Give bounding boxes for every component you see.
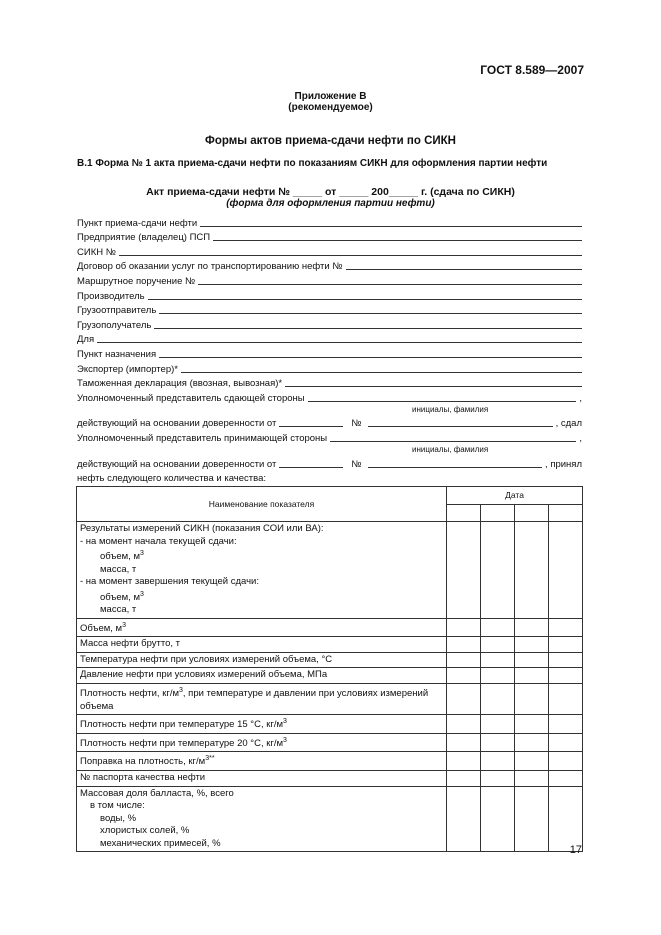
indicator-text: - на момент начала текущей сдачи: bbox=[80, 535, 237, 547]
form-field-line[interactable] bbox=[285, 377, 582, 387]
indicator-line bbox=[80, 669, 443, 682]
indicator-line bbox=[80, 654, 443, 667]
indicator-cell bbox=[77, 715, 447, 734]
value-cell[interactable] bbox=[447, 771, 481, 787]
indicator-cell bbox=[77, 683, 447, 714]
sender-representative-row: Уполномоченный представитель сдающей стороны , bbox=[77, 392, 582, 404]
value-cell[interactable] bbox=[515, 668, 549, 684]
form-field-label: Грузоотправитель bbox=[77, 305, 157, 317]
indicator-line bbox=[80, 772, 443, 785]
receiver-proxy-date-line[interactable] bbox=[279, 458, 343, 468]
value-cell[interactable] bbox=[549, 668, 583, 684]
table-row bbox=[77, 618, 583, 637]
receiver-representative-line[interactable] bbox=[330, 432, 576, 442]
form-field-row bbox=[77, 214, 582, 229]
table-row bbox=[77, 733, 583, 752]
date-column-1[interactable] bbox=[447, 504, 481, 522]
indicator-text: масса, т bbox=[100, 604, 137, 616]
table-row bbox=[77, 771, 583, 787]
sender-number-label: № bbox=[351, 418, 362, 430]
indicator-line bbox=[80, 523, 443, 536]
form-field-label: Грузополучатель bbox=[77, 319, 152, 331]
indicator-text: Масса нефти брутто, т bbox=[80, 638, 181, 650]
act-subtitle: (форма для оформления партии нефти) bbox=[226, 198, 435, 209]
value-cell[interactable] bbox=[481, 771, 515, 787]
receiver-representative-row: Уполномоченный представитель принимающей стороны , bbox=[77, 432, 582, 444]
indicator-line bbox=[80, 620, 443, 636]
act-fields bbox=[77, 214, 582, 484]
form-field-line[interactable] bbox=[154, 319, 582, 329]
indicator-superscript: 3 bbox=[283, 736, 287, 744]
indicator-text: объем, м bbox=[100, 551, 140, 563]
indicator-line bbox=[80, 800, 443, 813]
indicator-cell bbox=[77, 668, 447, 684]
indicator-text: Массовая доля балласта, %, всего bbox=[80, 787, 234, 799]
value-cell[interactable] bbox=[515, 771, 549, 787]
form-field-label: СИКН № bbox=[77, 246, 116, 258]
forms-title: Формы актов приема-сдачи нефти по СИКН bbox=[205, 135, 456, 147]
value-cell[interactable] bbox=[515, 715, 549, 734]
value-cell[interactable] bbox=[515, 652, 549, 668]
sender-representative-label: Уполномоченный представитель сдающей стороны bbox=[77, 392, 305, 404]
form-field-row bbox=[77, 345, 582, 360]
form-field-line[interactable] bbox=[97, 333, 582, 343]
form-field-line[interactable] bbox=[159, 348, 582, 358]
receiver-basis-row bbox=[77, 455, 582, 470]
quantity-quality-label: нефть следующего количества и качества: bbox=[77, 473, 267, 485]
form-field-label: Маршрутное поручение № bbox=[77, 275, 196, 287]
value-cell[interactable] bbox=[447, 618, 481, 637]
indicator-text: Поправка на плотность, кг/м bbox=[80, 756, 206, 768]
form-field-line[interactable] bbox=[198, 275, 582, 285]
indicator-cell bbox=[77, 733, 447, 752]
value-cell[interactable] bbox=[515, 637, 549, 653]
form-field-label: Пункт приема-сдачи нефти bbox=[77, 217, 198, 229]
form-field-row bbox=[77, 272, 582, 287]
table-row bbox=[77, 522, 583, 619]
indicator-superscript: 3 bbox=[283, 718, 287, 726]
indicator-cell bbox=[77, 752, 447, 771]
value-cell[interactable] bbox=[481, 752, 515, 771]
indicator-cell bbox=[77, 637, 447, 653]
indicator-text: № паспорта качества нефти bbox=[80, 772, 206, 784]
sender-basis-row bbox=[77, 415, 582, 430]
value-cell[interactable] bbox=[515, 683, 549, 714]
table-row bbox=[77, 683, 583, 714]
indicator-text: воды, % bbox=[100, 812, 137, 824]
indicator-text: масса, т bbox=[100, 563, 137, 575]
value-cell[interactable] bbox=[481, 522, 515, 619]
form-field-label: Договор об оказании услуг по транспортированию нефти № bbox=[77, 261, 343, 273]
indicator-text: хлористых солей, % bbox=[100, 825, 190, 837]
indicator-line bbox=[80, 753, 443, 769]
form-field-line[interactable] bbox=[159, 304, 582, 314]
indicator-line bbox=[80, 536, 443, 549]
indicator-text: Плотность нефти, кг/м bbox=[80, 688, 179, 700]
indicator-text: объем, м bbox=[100, 591, 140, 603]
indicator-text: Давление нефти при условиях измерений объема, МПа bbox=[80, 669, 328, 681]
indicator-cell bbox=[77, 771, 447, 787]
indicator-line bbox=[80, 604, 443, 617]
sender-initials-caption-row bbox=[77, 404, 582, 415]
appendix-title: Приложение В bbox=[294, 91, 367, 102]
sender-proxy-date-line[interactable] bbox=[279, 417, 343, 427]
form-field-label: Таможенная декларация (ввозная, вывозная)* bbox=[77, 378, 283, 390]
measurement-table bbox=[76, 486, 583, 852]
receiver-initials-caption: инициалы, фамилия bbox=[412, 444, 489, 454]
table-row bbox=[77, 786, 583, 852]
form-field-line[interactable] bbox=[181, 363, 582, 373]
indicator-text: в том числе: bbox=[90, 800, 145, 812]
value-cell[interactable] bbox=[481, 715, 515, 734]
indicator-superscript: 3 bbox=[139, 550, 144, 557]
date-column-3[interactable] bbox=[515, 504, 549, 522]
form-field-row bbox=[77, 316, 582, 331]
value-cell[interactable] bbox=[481, 683, 515, 714]
value-cell[interactable] bbox=[515, 522, 549, 619]
value-cell[interactable] bbox=[549, 522, 583, 619]
act-title: Акт приема-сдачи нефти № _____ от _____ 200_____ г. (сдача по СИКН) bbox=[146, 186, 515, 198]
value-cell[interactable] bbox=[549, 771, 583, 787]
indicator-text: Плотность нефти при температуре 15 °С, кг/м bbox=[80, 719, 284, 731]
indicator-name-header: Наименование показателя bbox=[77, 487, 447, 522]
handed-label: , сдал bbox=[555, 418, 582, 430]
form-field-label: Пункт назначения bbox=[77, 348, 157, 360]
table-header-row bbox=[77, 487, 583, 505]
form-field-row bbox=[77, 375, 582, 390]
form-field-line[interactable] bbox=[346, 260, 582, 270]
sender-representative-line[interactable] bbox=[308, 392, 577, 402]
form-field-label: Предприятие (владелец) ПСП bbox=[77, 232, 211, 244]
value-cell[interactable] bbox=[515, 618, 549, 637]
indicator-cell bbox=[77, 522, 447, 619]
form-field-line[interactable] bbox=[148, 290, 582, 300]
value-cell[interactable] bbox=[447, 522, 481, 619]
form-field-label: Для bbox=[77, 334, 95, 346]
received-label: , принял bbox=[545, 458, 582, 470]
form-field-line[interactable] bbox=[200, 217, 582, 227]
indicator-superscript: 3 bbox=[179, 686, 183, 694]
value-cell[interactable] bbox=[447, 652, 481, 668]
form-field-label: Производитель bbox=[77, 290, 145, 302]
indicator-superscript: 3 bbox=[139, 590, 144, 598]
table-row bbox=[77, 652, 583, 668]
indicator-line bbox=[80, 825, 443, 838]
form-field-row bbox=[77, 258, 582, 273]
form-field-line[interactable] bbox=[119, 246, 582, 256]
table-row bbox=[77, 715, 583, 734]
value-cell[interactable] bbox=[549, 683, 583, 714]
value-cell[interactable] bbox=[481, 637, 515, 653]
form-field-row bbox=[77, 243, 582, 258]
indicator-line bbox=[80, 638, 443, 651]
value-cell[interactable] bbox=[447, 715, 481, 734]
value-cell[interactable] bbox=[549, 618, 583, 637]
section-title: В.1 Форма № 1 акта приема-сдачи нефти по показаниям СИКН для оформления партии нефти bbox=[77, 158, 548, 169]
value-cell[interactable] bbox=[549, 715, 583, 734]
indicator-line bbox=[80, 838, 443, 851]
value-cell[interactable] bbox=[549, 637, 583, 653]
value-cell[interactable] bbox=[447, 683, 481, 714]
indicator-cell bbox=[77, 786, 447, 852]
table-row bbox=[77, 637, 583, 653]
date-column-2[interactable] bbox=[481, 504, 515, 522]
quantity-quality-row bbox=[77, 470, 582, 485]
sender-initials-caption: инициалы, фамилия bbox=[412, 404, 489, 414]
form-field-row bbox=[77, 331, 582, 346]
value-cell[interactable] bbox=[481, 786, 515, 852]
receiver-initials-caption-row bbox=[77, 444, 582, 455]
form-field-row bbox=[77, 360, 582, 375]
indicator-text-after: , при температуре и давлении при условиях измерений объема bbox=[80, 688, 429, 712]
indicator-line bbox=[80, 548, 443, 564]
value-cell[interactable] bbox=[447, 637, 481, 653]
value-cell[interactable] bbox=[515, 752, 549, 771]
value-cell[interactable] bbox=[481, 652, 515, 668]
indicator-line bbox=[80, 685, 443, 713]
indicator-text: механических примесей, % bbox=[100, 837, 221, 849]
sender-proxy-number-line[interactable] bbox=[368, 417, 553, 427]
indicator-text: Температура нефти при условиях измерений объема, °С bbox=[80, 653, 333, 665]
value-cell[interactable] bbox=[447, 786, 481, 852]
indicator-cell bbox=[77, 652, 447, 668]
value-cell[interactable] bbox=[549, 652, 583, 668]
form-field-row bbox=[77, 287, 582, 302]
date-column-4[interactable] bbox=[549, 504, 583, 522]
indicator-line bbox=[80, 564, 443, 577]
form-field-row bbox=[77, 229, 582, 244]
indicator-cell bbox=[77, 618, 447, 637]
value-cell[interactable] bbox=[447, 752, 481, 771]
indicator-superscript: 3** bbox=[205, 755, 215, 763]
value-cell[interactable] bbox=[447, 733, 481, 752]
value-cell[interactable] bbox=[481, 618, 515, 637]
indicator-text: Объем, м bbox=[80, 622, 123, 634]
indicator-text: - на момент завершения текущей сдачи: bbox=[80, 576, 259, 588]
value-cell[interactable] bbox=[549, 733, 583, 752]
indicator-line bbox=[80, 576, 443, 589]
value-cell[interactable] bbox=[515, 733, 549, 752]
receiver-basis-label: действующий на основании доверенности от bbox=[77, 458, 277, 470]
receiver-representative-label: Уполномоченный представитель принимающей стороны bbox=[77, 432, 328, 444]
indicator-line bbox=[80, 589, 443, 605]
value-cell[interactable] bbox=[515, 786, 549, 852]
sender-basis-label: действующий на основании доверенности от bbox=[77, 418, 277, 430]
receiver-number-label: № bbox=[351, 458, 362, 470]
form-field-row bbox=[77, 302, 582, 317]
value-cell[interactable] bbox=[549, 752, 583, 771]
indicator-text: Результаты измерений СИКН (показания СОИ или ВА): bbox=[80, 523, 324, 534]
receiver-proxy-number-line[interactable] bbox=[368, 458, 543, 468]
form-field-line[interactable] bbox=[213, 231, 582, 241]
table-row bbox=[77, 752, 583, 771]
page-number: 17 bbox=[569, 844, 582, 856]
indicator-superscript: 3 bbox=[122, 621, 126, 629]
indicator-line bbox=[80, 788, 443, 801]
value-cell[interactable] bbox=[481, 668, 515, 684]
value-cell[interactable] bbox=[549, 786, 583, 852]
indicator-line bbox=[80, 813, 443, 826]
value-cell[interactable] bbox=[481, 733, 515, 752]
table-row bbox=[77, 668, 583, 684]
appendix-subtitle: (рекомендуемое) bbox=[288, 102, 373, 113]
value-cell[interactable] bbox=[447, 668, 481, 684]
indicator-line bbox=[80, 735, 443, 751]
standard-header: ГОСТ 8.589—2007 bbox=[480, 63, 584, 77]
indicator-line bbox=[80, 716, 443, 732]
indicator-text: Плотность нефти при температуре 20 °С, кг/м bbox=[80, 737, 284, 749]
form-field-label: Экспортер (импортер)* bbox=[77, 363, 178, 375]
date-header: Дата bbox=[447, 487, 583, 505]
